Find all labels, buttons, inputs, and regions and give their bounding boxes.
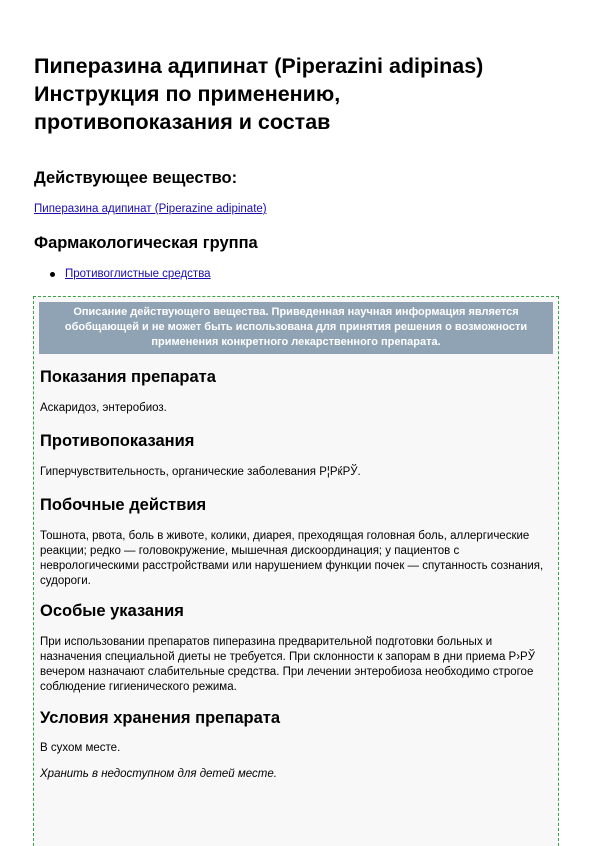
title-line-1: Пиперазина адипинат (Piperazini adipinas) [34, 54, 484, 78]
storage-text: В сухом месте. [40, 742, 121, 754]
title-line-3: противопоказания и состав [34, 110, 331, 134]
side-effects-text: Тошнота, рвота, боль в животе, колики, диарея, преходящая головная боль, аллергические реакции; редко — головокружение, мышечная дискоординация; у пациентов с неврологическими расстройствами или нарушением функции почек — спутанность сознания, судороги. [40, 530, 544, 587]
special-notes-title: Особые указания [40, 602, 184, 620]
page-title [34, 52, 574, 136]
info-box [33, 296, 559, 846]
pharm-group-link[interactable]: Противоглистные средства [65, 268, 211, 280]
pharm-group-list [50, 267, 211, 282]
side-effects-title: Побочные действия [40, 496, 207, 514]
indications-title: Показания препарата [40, 368, 216, 386]
contraindications-title: Противопоказания [40, 432, 195, 450]
bullet-icon [50, 272, 55, 277]
list-item [50, 267, 211, 282]
indications-text: Аскаридоз, энтеробиоз. [40, 402, 167, 414]
special-notes-text: При использовании препаратов пиперазина предварительной подготовки больных и назначения специальной диеты не требуется. При склонности к запорам в дни приема Р›РЎ вечером назначают слабительные средства. При лечении энтеробиоза необходимо строгое соблюдение гигиенического режима. [40, 636, 536, 693]
contraindications-text: Гиперчувствительность, органические заболевания Р¦РќРЎ. [40, 466, 361, 478]
storage-title: Условия хранения препарата [40, 709, 281, 727]
active-substance-heading: Действующее вещество: [34, 169, 238, 187]
storage-note: Хранить в недоступном для детей месте. [40, 768, 277, 780]
disclaimer-notice: Описание действующего вещества. Приведенная научная информация является обобщающей и не может быть использована для принятия решения о возможности применения конкретного лекарственного препарата. [39, 302, 553, 354]
pharm-group-heading: Фармакологическая группа [34, 234, 258, 252]
title-line-2: Инструкция по применению, [34, 82, 341, 106]
active-substance-link[interactable]: Пиперазина адипинат (Piperazine adipinate) [34, 203, 267, 215]
